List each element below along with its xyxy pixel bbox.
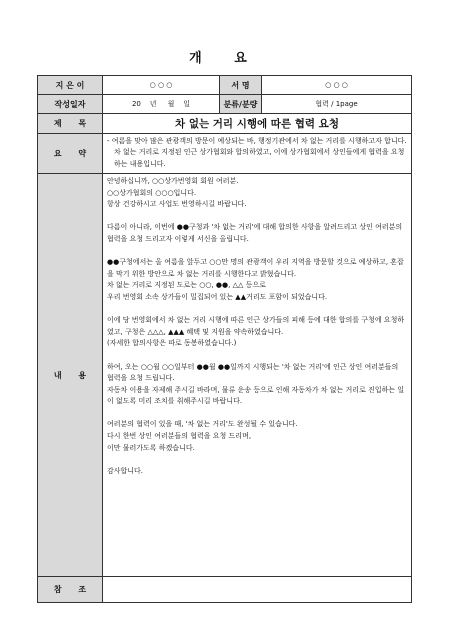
subject-label: 제 목 [38, 114, 103, 134]
letter-line: ○○상가협회의 ○○○입니다. [107, 188, 197, 197]
signature-label: 서 명 [220, 76, 262, 95]
content-row [38, 174, 412, 577]
reference-row [38, 577, 412, 603]
letter-line: 이에 당 번영회에서 차 없는 거리 시행에 따른 인근 상가들의 피해 등에 대한 합의를 구청에 요청하였고, 구청은 △△△, ▲▲▲ 혜택 및 지원을 약속하였습니다. [107, 316, 405, 336]
letter-line: 감사합니다. [107, 466, 144, 475]
letter-line: 하여, 오는 ○○월 ○○일부터 ●●월 ●●일까지 시행되는 '차 없는 거리'에 인근 상인 여러분들의 협력을 요청 드립니다. [107, 362, 399, 383]
blank-line [107, 454, 407, 466]
letter-line: 자동차 이용을 자제해 주시길 바라며, 물류 운송 등으로 인해 자동차가 차 없는 거리로 진입하는 일이 없도록 미리 조치를 취해주시길 바랍니다. [107, 385, 405, 406]
blank-line [107, 211, 407, 223]
date-label: 작성일자 [38, 95, 103, 114]
letter-line: 우리 번영회 소속 상가들이 밀집되어 있는 ▲▲거리도 포함이 되었습니다. [107, 292, 328, 301]
letter-line: 다름이 아니라, 이번에 ●●구청과 '차 없는 거리'에 대해 합의한 사항을 알려드리고 상인 여러분의 협력을 요청 드리고자 이렇게 서신을 올립니다. [107, 223, 403, 243]
blank-line [107, 408, 407, 420]
author-row [38, 76, 412, 95]
date-row [38, 95, 412, 114]
content-label: 내 용 [38, 174, 103, 577]
summary-cell [103, 134, 412, 174]
summary-label: 요 약 [38, 134, 103, 174]
category-value: 협력 / 1page [262, 95, 412, 114]
author-value: ○ ○ ○ [103, 76, 220, 95]
blank-line [107, 350, 407, 362]
content-cell [103, 174, 412, 577]
letter-line: (자세한 합의사항은 따로 동봉하였습니다.) [107, 339, 237, 348]
category-label: 분류/분량 [220, 95, 262, 114]
letter-line: 안녕하십니까, ○○상가번영회 회원 여러분. [107, 177, 239, 185]
letter-line: ●●구청에서는 올 여름을 앞두고 ○○만 명의 관광객이 우리 지역을 방문할 것으로 예상하고, 혼잡을 막기 위한 방안으로 차 없는 거리를 시행한다고 밝혔습니다. [107, 258, 404, 278]
blank-line [107, 304, 407, 316]
subject-value: 차 없는 거리 시행에 따른 협력 요청 [103, 114, 412, 134]
letter-line: 항상 건강하시고 사업도 번영하시길 바랍니다. [107, 200, 247, 209]
letter-line: 여러분의 협력이 있을 때, '차 없는 거리'도 완성될 수 있습니다. [107, 420, 298, 429]
letter-line: 차 없는 거리로 지정된 도로는 ○○, ●●, △△ 등으로 [107, 281, 266, 290]
reference-value [103, 577, 412, 603]
letter-body [107, 176, 407, 477]
subject-row [38, 114, 412, 134]
reference-label: 참 조 [38, 577, 103, 603]
author-label: 지 은 이 [38, 76, 103, 95]
summary-text: - 여름을 맞아 많은 관광객의 방문이 예상되는 바, 행정기관에서 차 없는 거리를 시행하고자 합니다. 차 없는 거리로 지정된 인근 상가협회와 합의하였고, 이에 상가협회에서 상인들에게 협력을 요청하는 내용입니다. [107, 136, 407, 168]
letter-line: 이만 물러가도록 하겠습니다. [107, 443, 195, 452]
letter-line: 다시 한번 상인 여러분들의 협력을 요청 드리며, [107, 432, 252, 441]
date-value: 20 년 월 일 [103, 95, 220, 114]
summary-form [37, 75, 412, 603]
summary-row [38, 134, 412, 174]
document-title: 개 요 [189, 51, 261, 66]
signature-value: ○ ○ ○ [262, 76, 412, 95]
blank-line [107, 246, 407, 258]
